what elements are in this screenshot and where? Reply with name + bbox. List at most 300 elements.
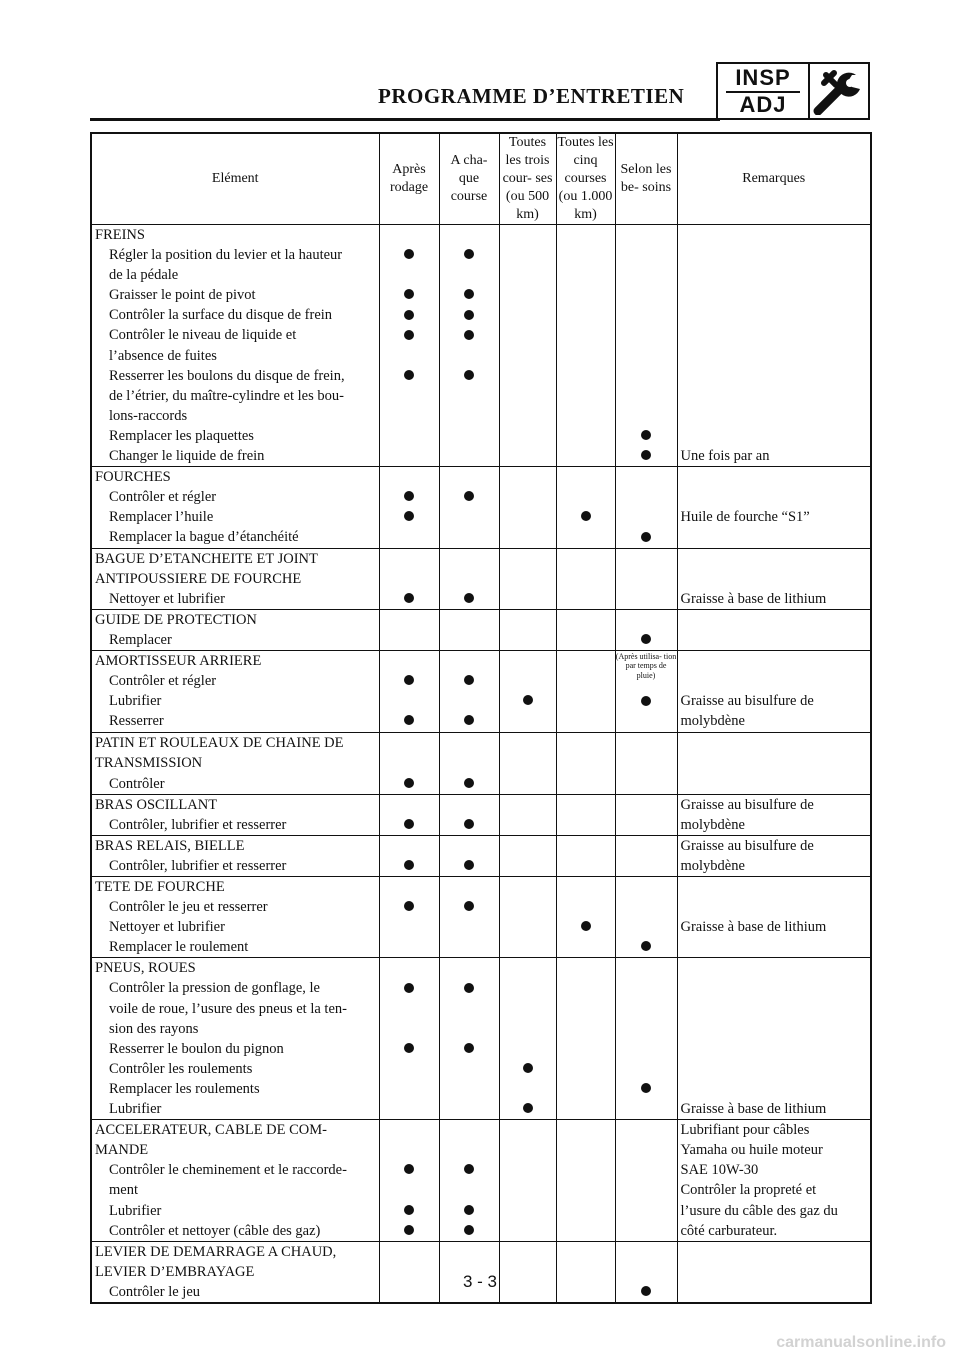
mark-line <box>500 1221 556 1241</box>
mark-cell-trois-courses <box>499 1120 556 1242</box>
mark-line <box>380 406 439 426</box>
mark-line <box>616 589 677 609</box>
mark-line <box>500 487 556 507</box>
mark-cell-trois-courses <box>499 467 556 548</box>
remarks-cell <box>677 467 871 548</box>
item-cell <box>91 225 379 467</box>
mark-cell-apres-rodage <box>379 794 439 835</box>
mark-cell-selon-besoins <box>615 467 677 548</box>
mark-line <box>500 610 556 630</box>
remark-line <box>678 305 871 325</box>
bullet-mark <box>404 1205 414 1215</box>
mark-line <box>380 426 439 446</box>
item-group-title: AMORTISSEUR ARRIERE <box>95 652 262 669</box>
mark-line <box>616 1059 677 1079</box>
mark-line <box>500 856 556 876</box>
item-task: Contrôler le jeu <box>109 1283 201 1300</box>
mark-line <box>380 711 439 731</box>
remark-line: l’usure du câble des gaz du <box>680 1202 838 1219</box>
item-cell <box>91 609 379 650</box>
mark-cell-chaque-course <box>439 733 499 794</box>
col-apres-rodage: Après rodage <box>379 133 439 225</box>
item-cell <box>91 835 379 876</box>
mark-line <box>380 897 439 917</box>
mark-cell-chaque-course <box>439 609 499 650</box>
mark-line <box>616 1160 677 1180</box>
mark-cell-cinq-courses <box>556 794 615 835</box>
item-task: Lubrifier <box>109 1101 162 1118</box>
remark-line: Graisse à base de lithium <box>680 1101 827 1118</box>
bullet-mark <box>464 983 474 993</box>
mark-line <box>616 225 677 245</box>
mark-line <box>616 1242 677 1262</box>
mark-line <box>557 285 615 305</box>
page-header <box>90 62 870 122</box>
mark-line <box>380 753 439 773</box>
mark-line <box>440 671 499 691</box>
mark-line <box>380 691 439 711</box>
mark-line <box>440 836 499 856</box>
mark-line <box>500 978 556 998</box>
mark-line <box>500 917 556 937</box>
item-cell <box>91 467 379 548</box>
mark-line <box>500 1079 556 1099</box>
mark-line <box>500 406 556 426</box>
mark-line <box>440 1059 499 1079</box>
mark-cell-apres-rodage <box>379 733 439 794</box>
page-number: 3 - 3 <box>462 1272 498 1291</box>
watermark: carmanualsonline.info <box>776 1334 946 1351</box>
mark-line <box>616 346 677 366</box>
remarks-cell <box>677 877 871 958</box>
mark-line <box>500 1059 556 1079</box>
mark-line <box>440 589 499 609</box>
item-cell <box>91 548 379 609</box>
header-rule <box>90 118 720 121</box>
remark-line: molybdène <box>680 816 745 833</box>
mark-cell-selon-besoins <box>615 225 677 467</box>
bullet-mark <box>404 901 414 911</box>
mark-line <box>380 569 439 589</box>
item-cell <box>91 1120 379 1242</box>
mark-line <box>500 589 556 609</box>
mark-line <box>557 897 615 917</box>
bullet-mark <box>464 289 474 299</box>
mark-line <box>500 225 556 245</box>
mark-cell-chaque-course <box>439 794 499 835</box>
item-task: Contrôler et régler <box>109 673 217 690</box>
item-group-title: BRAS OSCILLANT <box>95 796 218 813</box>
mark-line <box>616 877 677 897</box>
mark-line <box>380 245 439 265</box>
mark-line <box>616 1140 677 1160</box>
badge-text <box>718 64 810 118</box>
item-task: Resserrer <box>109 713 164 730</box>
bullet-mark <box>523 1103 533 1113</box>
mark-line <box>616 978 677 998</box>
mark-line <box>616 245 677 265</box>
mark-line <box>557 1201 615 1221</box>
badge-adj: ADJ <box>739 92 787 117</box>
mark-line <box>500 877 556 897</box>
mark-line <box>500 285 556 305</box>
mark-line <box>557 549 615 569</box>
mark-cell-selon-besoins <box>615 835 677 876</box>
mark-cell-selon-besoins <box>615 650 677 732</box>
bullet-mark <box>404 1043 414 1053</box>
mark-line <box>440 1221 499 1241</box>
mark-line <box>440 856 499 876</box>
item-task: Remplacer le roulement <box>109 939 249 956</box>
mark-line <box>440 733 499 753</box>
mark-line <box>380 446 439 466</box>
mark-line <box>380 1019 439 1039</box>
mark-line <box>557 305 615 325</box>
item-group-title: FREINS <box>95 227 145 243</box>
item-task: ment <box>109 1182 138 1199</box>
mark-cell-apres-rodage <box>379 467 439 548</box>
mark-line <box>440 1039 499 1059</box>
mark-line <box>616 774 677 794</box>
mark-line <box>440 897 499 917</box>
mark-line <box>380 630 439 650</box>
mark-line <box>380 774 439 794</box>
mark-line <box>557 325 615 345</box>
bullet-mark <box>464 819 474 829</box>
mark-line <box>616 733 677 753</box>
remark-line <box>678 366 871 386</box>
remark-line <box>678 1039 871 1059</box>
item-group-title: LEVIER DE DEMARRAGE A CHAUD, <box>95 1243 337 1260</box>
mark-line <box>616 610 677 630</box>
mark-line <box>380 815 439 835</box>
mark-line <box>557 815 615 835</box>
remark-line <box>678 774 871 794</box>
mark-line <box>380 978 439 998</box>
mark-cell-selon-besoins <box>615 733 677 794</box>
mark-line <box>380 589 439 609</box>
mark-line <box>616 856 677 876</box>
item-task: l’absence de fuites <box>109 347 217 364</box>
mark-line <box>616 366 677 386</box>
mark-line <box>440 753 499 773</box>
table-row <box>91 835 871 876</box>
table-row <box>91 877 871 958</box>
mark-cell-selon-besoins <box>615 958 677 1120</box>
mark-line <box>500 897 556 917</box>
mark-line <box>380 917 439 937</box>
remark-line <box>678 406 871 426</box>
mark-cell-trois-courses <box>499 548 556 609</box>
item-group-title: ACCELERATEUR, CABLE DE COM- <box>95 1122 327 1139</box>
mark-line <box>500 527 556 547</box>
mark-line <box>440 651 499 671</box>
table-row <box>91 1120 871 1242</box>
bullet-mark <box>464 370 474 380</box>
bullet-mark <box>404 1164 414 1174</box>
mark-line <box>616 325 677 345</box>
mark-line <box>500 446 556 466</box>
mark-line <box>557 671 615 691</box>
mark-line <box>380 1221 439 1241</box>
mark-line <box>616 549 677 569</box>
mark-line <box>440 325 499 345</box>
item-task: Remplacer les plaquettes <box>109 427 254 444</box>
mark-line <box>616 569 677 589</box>
bullet-mark <box>581 921 591 931</box>
mark-line <box>380 285 439 305</box>
table-row <box>91 733 871 794</box>
item-task: Contrôler, lubrifier et resserrer <box>109 857 287 874</box>
mark-line <box>440 978 499 998</box>
mark-line <box>616 446 677 466</box>
mark-line <box>500 245 556 265</box>
mark-cell-selon-besoins <box>615 877 677 958</box>
bullet-mark <box>581 511 591 521</box>
mark-cell-chaque-course <box>439 1120 499 1242</box>
col-chaque-course: A cha- que course <box>439 133 499 225</box>
mark-line <box>500 549 556 569</box>
mark-cell-trois-courses <box>499 650 556 732</box>
mark-line <box>380 937 439 957</box>
bullet-mark <box>404 778 414 788</box>
mark-line <box>557 1099 615 1119</box>
col-element: Elément <box>91 133 379 225</box>
mark-cell-apres-rodage <box>379 877 439 958</box>
bullet-mark <box>464 860 474 870</box>
mark-line <box>380 856 439 876</box>
bullet-mark <box>641 941 651 951</box>
remark-line: Contrôler la propreté et <box>680 1182 817 1199</box>
mark-cell-cinq-courses <box>556 733 615 794</box>
remark-line <box>678 651 871 671</box>
mark-line <box>500 1019 556 1039</box>
item-task: Remplacer l’huile <box>109 509 214 526</box>
mark-line <box>440 225 499 245</box>
mark-line <box>440 774 499 794</box>
mark-line <box>616 917 677 937</box>
item-task: Graisser le point de pivot <box>109 287 256 304</box>
bullet-mark <box>464 249 474 259</box>
mark-line <box>500 630 556 650</box>
mark-line <box>380 1242 439 1262</box>
mark-line <box>500 937 556 957</box>
bullet-mark <box>641 634 651 644</box>
mark-line <box>616 958 677 978</box>
mark-line <box>440 446 499 466</box>
item-task: Remplacer <box>109 631 172 648</box>
mark-line <box>616 1221 677 1241</box>
mark-line <box>557 589 615 609</box>
mark-line <box>500 1099 556 1119</box>
mark-line <box>440 366 499 386</box>
remark-line: Graisse au bisulfure de <box>680 837 814 854</box>
item-group-title: PATIN ET ROULEAUX DE CHAINE DE <box>95 735 344 752</box>
mark-line <box>380 1180 439 1200</box>
mark-line <box>500 671 556 691</box>
mark-line <box>557 406 615 426</box>
remarks-cell <box>677 609 871 650</box>
table-row <box>91 794 871 835</box>
mark-cell-trois-courses <box>499 835 556 876</box>
mark-line <box>500 1180 556 1200</box>
mark-line <box>440 958 499 978</box>
mark-line <box>380 487 439 507</box>
mark-line <box>380 346 439 366</box>
mark-line <box>380 1140 439 1160</box>
bullet-mark <box>464 1164 474 1174</box>
remarks-cell <box>677 1120 871 1242</box>
mark-line <box>380 651 439 671</box>
mark-line <box>500 1242 556 1262</box>
mark-line <box>380 225 439 245</box>
mark-cell-apres-rodage <box>379 835 439 876</box>
remark-line <box>678 549 871 569</box>
remark-line <box>678 225 871 245</box>
mark-cell-chaque-course <box>439 467 499 548</box>
page-title: PROGRAMME D’ENTRETIEN <box>378 84 685 108</box>
mark-line <box>557 937 615 957</box>
bullet-mark <box>641 430 651 440</box>
mark-line <box>557 630 615 650</box>
mark-line <box>616 1099 677 1119</box>
mark-line <box>440 1099 499 1119</box>
remark-line <box>678 346 871 366</box>
remark-line: Graisse à base de lithium <box>680 590 827 607</box>
bullet-mark <box>523 1063 533 1073</box>
mark-line <box>380 1120 439 1140</box>
item-task: Contrôler le cheminement et le raccorde- <box>109 1162 347 1179</box>
item-task: Contrôler <box>109 775 165 792</box>
mark-line <box>440 937 499 957</box>
mark-line <box>440 877 499 897</box>
item-task: Lubrifier <box>109 1202 162 1219</box>
mark-cell-apres-rodage <box>379 548 439 609</box>
remark-line: Graisse au bisulfure de <box>680 693 814 710</box>
bullet-mark <box>404 819 414 829</box>
mark-line <box>500 753 556 773</box>
mark-cell-cinq-courses <box>556 609 615 650</box>
mark-line <box>380 305 439 325</box>
item-task: Contrôler, lubrifier et resserrer <box>109 816 287 833</box>
bullet-mark <box>641 696 651 706</box>
mark-line <box>557 386 615 406</box>
mark-line <box>500 507 556 527</box>
mark-line <box>440 815 499 835</box>
remark-line: SAE 10W-30 <box>680 1162 759 1179</box>
mark-line <box>500 711 556 731</box>
mark-line <box>380 467 439 487</box>
mark-line <box>440 467 499 487</box>
mark-cell-trois-courses <box>499 877 556 958</box>
mark-line <box>380 877 439 897</box>
mark-line <box>500 265 556 285</box>
mark-cell-cinq-courses <box>556 1120 615 1242</box>
mark-line <box>440 610 499 630</box>
mark-line <box>557 999 615 1019</box>
bullet-mark <box>464 901 474 911</box>
mark-cell-chaque-course <box>439 877 499 958</box>
mark-line <box>616 305 677 325</box>
remarks-cell <box>677 794 871 835</box>
mark-line <box>440 691 499 711</box>
mark-line <box>616 999 677 1019</box>
wrench-icon <box>812 67 866 115</box>
mark-line <box>380 1039 439 1059</box>
mark-line <box>500 386 556 406</box>
mark-line <box>500 774 556 794</box>
mark-line <box>440 1180 499 1200</box>
item-task: Resserrer les boulons du disque de frein, <box>109 367 345 384</box>
bullet-mark <box>464 715 474 725</box>
remark-line: molybdène <box>680 857 745 874</box>
mark-line <box>616 836 677 856</box>
mark-line <box>440 630 499 650</box>
mark-line <box>616 753 677 773</box>
mark-line <box>380 1160 439 1180</box>
mark-cell-apres-rodage <box>379 1120 439 1242</box>
mark-cell-cinq-courses <box>556 650 615 732</box>
item-task: Remplacer les roulements <box>109 1080 260 1097</box>
mark-line <box>380 671 439 691</box>
mark-cell-trois-courses <box>499 794 556 835</box>
mark-line <box>616 1039 677 1059</box>
mark-line <box>557 610 615 630</box>
mark-cell-trois-courses <box>499 958 556 1120</box>
remarks-cell <box>677 650 871 732</box>
col-remarques: Remarques <box>677 133 871 225</box>
mark-line <box>557 836 615 856</box>
bullet-mark <box>404 511 414 521</box>
mark-line <box>380 1201 439 1221</box>
mark-line <box>557 1242 615 1262</box>
item-group-title: LEVIER D’EMBRAYAGE <box>95 1263 255 1280</box>
mark-line <box>616 1201 677 1221</box>
mark-line <box>500 1140 556 1160</box>
mark-line <box>616 507 677 527</box>
mark-line <box>557 446 615 466</box>
mark-line <box>557 1059 615 1079</box>
mark-line <box>557 426 615 446</box>
item-cell <box>91 877 379 958</box>
bullet-mark <box>464 310 474 320</box>
mark-line <box>440 1019 499 1039</box>
mark-line <box>500 836 556 856</box>
mark-line <box>557 507 615 527</box>
mark-line <box>500 426 556 446</box>
mark-line <box>557 366 615 386</box>
table-row <box>91 467 871 548</box>
mark-line <box>557 1160 615 1180</box>
mark-cell-cinq-courses <box>556 225 615 467</box>
mark-line <box>440 406 499 426</box>
bullet-mark <box>404 370 414 380</box>
bullet-mark <box>404 289 414 299</box>
mark-line <box>440 386 499 406</box>
bullet-mark <box>464 491 474 501</box>
remark-line <box>678 325 871 345</box>
mark-cell-apres-rodage <box>379 958 439 1120</box>
item-task: Nettoyer et lubrifier <box>109 919 225 936</box>
mark-line <box>616 1120 677 1140</box>
mark-line <box>440 1242 499 1262</box>
remark-line <box>678 527 871 547</box>
mark-line <box>616 897 677 917</box>
maintenance-table <box>90 132 872 1304</box>
remarks-cell <box>677 958 871 1120</box>
mark-line <box>557 877 615 897</box>
mark-line <box>616 386 677 406</box>
